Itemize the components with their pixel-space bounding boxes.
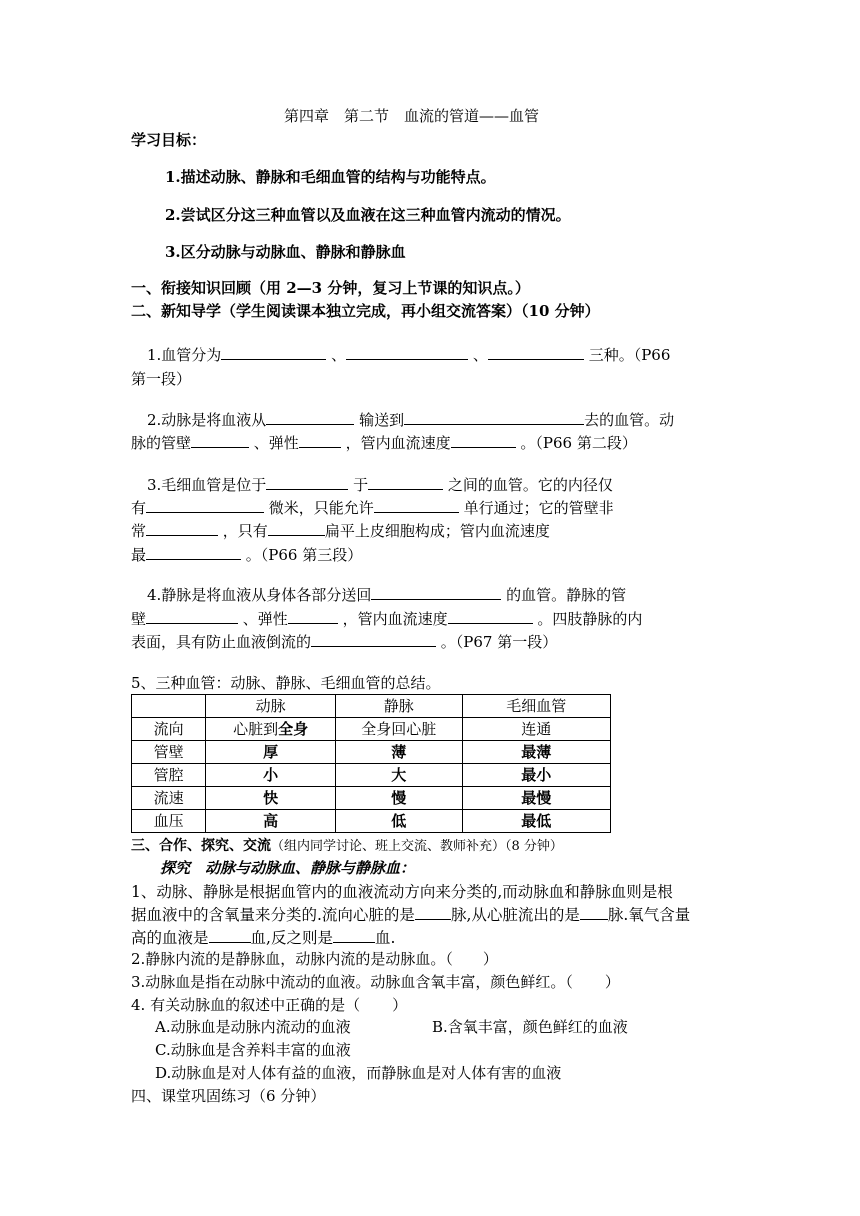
capillary-cell: 最小 (462, 764, 610, 787)
section-heading: 四、课堂巩固练习（6 分钟） (131, 1087, 326, 1105)
q3-text: 最 (131, 546, 147, 564)
capillary-cell: 连通 (462, 718, 610, 741)
p1-line1: 1、动脉、静脉是根据血管内的血液流动方向来分类的,而动脉血和静脉血则是根 (131, 883, 673, 901)
answer-blank[interactable] (404, 410, 584, 425)
p3-close: ） (604, 973, 620, 991)
answer-blank[interactable] (146, 498, 264, 513)
artery-cell: 厚 (206, 741, 336, 764)
artery-cell: 高 (206, 810, 336, 833)
question-2 (147, 410, 674, 430)
answer-blank[interactable] (266, 475, 348, 490)
q1-sep: 、 (472, 346, 488, 364)
p1-line3 (131, 928, 395, 948)
vein-cell: 慢 (335, 787, 462, 810)
table-row (132, 787, 611, 810)
question-3-line4 (131, 545, 362, 565)
p2-close: ） (482, 950, 498, 968)
row-label: 流向 (132, 718, 206, 741)
answer-blank[interactable] (266, 410, 354, 425)
artery-text: 心脏到 (233, 720, 279, 738)
row-label: 管壁 (132, 741, 206, 764)
q2-text: 脉的管壁 (131, 434, 192, 452)
p2-line (131, 949, 498, 969)
objective-item: 3.区分动脉与动脉血、静脉和静脉血 (165, 243, 406, 261)
p3-text: 3.动脉血是指在动脉中流动的血液。动脉血含氧丰富，颜色鲜红。（ (131, 973, 573, 991)
row-label: 血压 (132, 810, 206, 833)
answer-blank[interactable] (191, 433, 249, 448)
p2-text: 2.静脉内流的是静脉血，动脉内流的是动脉血。（ (131, 950, 453, 968)
q1-text: 三种。（P66 (588, 346, 671, 364)
objectives-heading: 学习目标： (131, 131, 207, 149)
answer-blank[interactable] (209, 928, 251, 943)
q3-text: 微米，只能允许 (268, 499, 374, 517)
answer-blank[interactable] (346, 345, 468, 360)
p1-text: 高的血液是 (131, 929, 209, 947)
table-row (132, 810, 611, 833)
question-4-line3 (131, 632, 557, 652)
q4-text: 壁 (131, 610, 147, 628)
answer-blank[interactable] (146, 521, 218, 536)
answer-blank[interactable] (311, 632, 436, 647)
section-heading: 一、衔接知识回顾（用 2—3 分钟，复习上节课的知识点。） (131, 279, 530, 297)
q4-text: 、弹性 (242, 610, 288, 628)
p4-stem (131, 995, 407, 1015)
summary-caption: 5、三种血管：动脉、静脉、毛细血管的总结。 (131, 674, 441, 692)
answer-blank[interactable] (448, 609, 533, 624)
q2-text: 输送到 (359, 411, 405, 429)
p1-text: 脉,从心脏流出的是 (450, 906, 580, 924)
question-2-line2 (131, 433, 637, 453)
q2-text: 去的血管。动 (584, 411, 675, 429)
answer-blank[interactable] (146, 545, 241, 560)
q4-text: 4.静脉是将血液从身体各部分送回 (147, 586, 372, 604)
objective-item: 1.描述动脉、静脉和毛细血管的结构与功能特点。 (165, 168, 496, 186)
q4-text: 。（P67 第一段） (440, 633, 558, 651)
table-row (132, 718, 611, 741)
table-row (132, 764, 611, 787)
question-1 (147, 345, 670, 365)
p4-close: ） (392, 996, 408, 1014)
option-d: D.动脉血是对人体有益的血液，而静脉血是对人体有害的血液 (155, 1064, 562, 1082)
q4-text: 的血管。静脉的管 (506, 586, 627, 604)
q1-line2: 第一段） (131, 370, 192, 388)
p1-text: 脉.氧气含量 (607, 906, 691, 924)
vein-cell: 薄 (335, 741, 462, 764)
question-3-line2 (131, 498, 614, 518)
q2-text: 、弹性 (253, 434, 299, 452)
p1-text: 血. (374, 929, 396, 947)
q4-text: 。四肢静脉的内 (537, 610, 643, 628)
vein-cell: 大 (335, 764, 462, 787)
p1-text: 据血液中的含氧量来分类的.流向心脏的是 (131, 906, 415, 924)
artery-cell: 小 (206, 764, 336, 787)
question-4 (147, 585, 626, 605)
q3-text: 3.毛细血管是位于 (147, 476, 267, 494)
vein-cell: 低 (335, 810, 462, 833)
explore-heading: 探究 动脉与动脉血、静脉与静脉血： (160, 859, 416, 877)
q4-text: ，管内血流速度 (342, 610, 448, 628)
table-header-cell: 动脉 (206, 695, 336, 718)
option-a: A.动脉血是动脉内流动的血液 (155, 1018, 351, 1036)
q2-text: 2.动脉是将血液从 (147, 411, 267, 429)
objective-item: 2.尝试区分这三种血管以及血液在这三种血管内流动的情况。 (165, 206, 571, 224)
answer-blank[interactable] (371, 585, 501, 600)
vein-cell: 全身回心脏 (335, 718, 462, 741)
answer-blank[interactable] (374, 498, 459, 513)
answer-blank[interactable] (221, 345, 326, 360)
q3-text: 常 (131, 522, 147, 540)
answer-blank[interactable] (288, 609, 338, 624)
answer-blank[interactable] (268, 521, 325, 536)
p1-text: 血,反之则是 (250, 929, 333, 947)
question-4-line2 (131, 609, 642, 629)
page-title: 第四章 第二节 血流的管道——血管 (284, 107, 540, 125)
p3-line (131, 972, 620, 992)
table-row (132, 741, 611, 764)
p4-text: 4. 有关动脉血的叙述中正确的是（ (131, 996, 361, 1014)
answer-blank[interactable] (368, 475, 443, 490)
artery-cell (206, 718, 336, 741)
option-b: B.含氧丰富，颜色鲜红的血液 (432, 1018, 628, 1036)
q1-sep: 、 (331, 346, 347, 364)
answer-blank[interactable] (488, 345, 584, 360)
q3-text: 扁平上皮细胞构成；管内血流速度 (324, 522, 550, 540)
question-3-line3 (131, 521, 550, 541)
answer-blank[interactable] (146, 609, 238, 624)
q3-text: 。（P66 第三段） (245, 546, 363, 564)
p1-line2 (131, 905, 690, 925)
summary-table (131, 694, 611, 833)
option-c: C.动脉血是含养料丰富的血液 (155, 1041, 351, 1059)
row-label: 管腔 (132, 764, 206, 787)
table-header-row (132, 695, 611, 718)
q3-text: 于 (353, 476, 369, 494)
q1-text: 1.血管分为 (147, 346, 222, 364)
answer-blank[interactable] (415, 905, 451, 920)
q3-text: 单行通过；它的管壁非 (463, 499, 614, 517)
capillary-cell: 最低 (462, 810, 610, 833)
section-heading: 三、合作、探究、交流 (131, 838, 271, 854)
q2-text: 。（P66 第二段） (520, 434, 637, 452)
q4-text: 表面，具有防止血液倒流的 (131, 633, 312, 651)
answer-blank[interactable] (580, 905, 608, 920)
section-note: （组内同学讨论、班上交流、教师补充）（8 分钟） (271, 839, 563, 854)
capillary-cell: 最薄 (462, 741, 610, 764)
table-header-cell: 静脉 (335, 695, 462, 718)
q3-text: 之间的血管。它的内径仅 (447, 476, 613, 494)
section-heading: 二、新知导学（学生阅读课本独立完成，再小组交流答案）（10 分钟） (131, 302, 600, 320)
artery-text-bold: 全身 (278, 720, 309, 738)
q3-text: ，只有 (222, 522, 268, 540)
answer-blank[interactable] (333, 928, 375, 943)
table-header-cell (132, 695, 206, 718)
artery-cell: 快 (206, 787, 336, 810)
section-3 (131, 836, 563, 857)
row-label: 流速 (132, 787, 206, 810)
answer-blank[interactable] (299, 433, 341, 448)
question-3 (147, 475, 613, 495)
q3-text: 有 (131, 499, 147, 517)
answer-blank[interactable] (451, 433, 516, 448)
q2-text: ，管内血流速度 (345, 434, 451, 452)
table-header-cell: 毛细血管 (462, 695, 610, 718)
capillary-cell: 最慢 (462, 787, 610, 810)
